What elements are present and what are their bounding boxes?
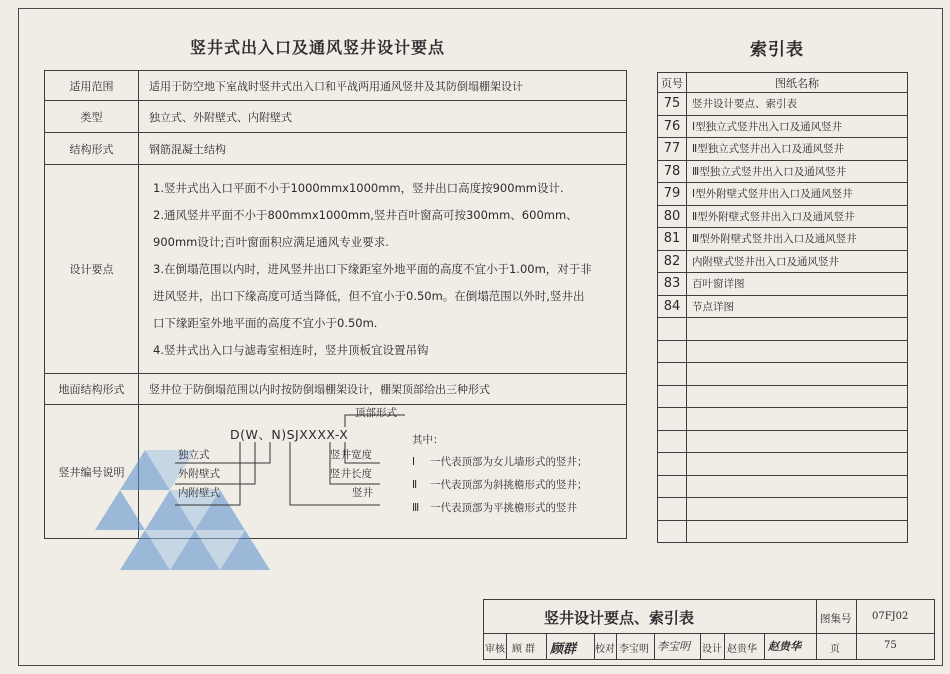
index-row — [658, 273, 908, 296]
table-row — [45, 71, 627, 101]
index-drawing-name — [687, 453, 908, 476]
index-page: 84 — [658, 295, 687, 318]
index-row — [658, 138, 908, 161]
index-row — [658, 115, 908, 138]
index-row — [658, 93, 908, 116]
legend-text: 一代表顶部为平挑檐形式的竖井 — [430, 502, 577, 514]
index-table — [657, 72, 908, 543]
table-row — [45, 133, 627, 165]
design-point-line: 2.通风竖井平面不小于800mmx1000mm,竖井百叶窗高可按300mm、600mm、 — [153, 207, 578, 222]
index-page — [658, 385, 687, 408]
legend-text: 一代表顶部为斜挑檐形式的竖井； — [430, 479, 588, 491]
legend-num: Ⅱ — [412, 479, 418, 491]
index-row — [658, 160, 908, 183]
check-name: 李宝明 — [619, 644, 649, 655]
index-empty-row — [658, 430, 908, 453]
code-right-label: 竖井宽度 — [330, 449, 372, 461]
index-drawing-name: Ⅰ型外附壁式竖井出入口及通风竖井 — [687, 183, 908, 206]
review-label: 审核 — [485, 644, 505, 655]
index-header-page: 页号 — [658, 73, 687, 93]
index-empty-row — [658, 520, 908, 543]
design-points-key: 设计要点 — [45, 165, 139, 374]
index-page: 79 — [658, 183, 687, 206]
index-page: 82 — [658, 250, 687, 273]
review-signature: 顾群 — [550, 642, 577, 657]
index-page — [658, 453, 687, 476]
design-points — [139, 165, 627, 374]
code-right-label: 竖井长度 — [330, 468, 372, 480]
legend-num: Ⅲ — [412, 502, 420, 514]
index-header-name: 图纸名称 — [687, 73, 908, 93]
index-empty-row — [658, 475, 908, 498]
ground-key: 地面结构形式 — [45, 374, 139, 405]
index-drawing-name: 内附壁式竖井出入口及通风竖井 — [687, 250, 908, 273]
index-drawing-name — [687, 318, 908, 341]
table-row — [45, 101, 627, 133]
index-empty-row — [658, 453, 908, 476]
index-page — [658, 318, 687, 341]
index-row — [658, 205, 908, 228]
ground-value: 竖井位于防倒塌范围以内时按防倒塌棚架设计，棚架顶部给出三种形式 — [139, 374, 627, 405]
row-value: 钢筋混凝土结构 — [139, 133, 627, 165]
index-page — [658, 475, 687, 498]
main-title: 竖井式出入口及通风竖井设计要点 — [190, 38, 446, 57]
index-page — [658, 408, 687, 431]
code-formula: D(W、N)SJXXXX-X — [230, 427, 349, 442]
index-drawing-name: Ⅲ型外附壁式竖井出入口及通风竖井 — [687, 228, 908, 251]
index-empty-row — [658, 408, 908, 431]
index-row — [658, 250, 908, 273]
row-value: 独立式、外附壁式、内附壁式 — [139, 101, 627, 133]
design-label: 设计 — [702, 644, 722, 655]
code-left-label: 独立式 — [178, 449, 210, 461]
index-drawing-name — [687, 363, 908, 386]
review-name: 顾 群 — [512, 644, 536, 655]
index-page: 81 — [658, 228, 687, 251]
index-page: 78 — [658, 160, 687, 183]
index-row — [658, 295, 908, 318]
row-key: 结构形式 — [45, 133, 139, 165]
index-page — [658, 430, 687, 453]
design-point-line: 3.在倒塌范围以内时，进风竖井出口下缘距室外地平面的高度不宜小于1.00m，对于非 — [153, 261, 592, 276]
design-name: 赵贵华 — [727, 644, 757, 655]
index-row — [658, 183, 908, 206]
table-row — [45, 374, 627, 405]
index-page — [658, 520, 687, 543]
check-signature: 李宝明 — [657, 640, 690, 653]
index-page: 77 — [658, 138, 687, 161]
index-drawing-name — [687, 520, 908, 543]
row-key: 类型 — [45, 101, 139, 133]
design-signature: 赵贵华 — [768, 640, 801, 653]
index-empty-row — [658, 340, 908, 363]
index-row — [658, 228, 908, 251]
index-page: 83 — [658, 273, 687, 296]
legend-title: 其中： — [412, 434, 444, 446]
design-point-line: 900mm设计;百叶窗面积应满足通风专业要求. — [153, 234, 389, 249]
row-key: 适用范围 — [45, 71, 139, 101]
index-drawing-name — [687, 408, 908, 431]
index-drawing-name — [687, 430, 908, 453]
index-drawing-name: Ⅱ型外附壁式竖井出入口及通风竖井 — [687, 205, 908, 228]
legend-item — [412, 477, 588, 492]
index-drawing-name: Ⅲ型独立式竖井出入口及通风竖井 — [687, 160, 908, 183]
code-left-label: 内附壁式 — [178, 487, 220, 499]
index-drawing-name: 百叶窗详图 — [687, 273, 908, 296]
index-page — [658, 340, 687, 363]
code-top-label: 顶部形式 — [355, 407, 397, 419]
index-page: 75 — [658, 93, 687, 116]
index-page: 80 — [658, 205, 687, 228]
index-empty-row — [658, 363, 908, 386]
legend-item — [412, 454, 588, 469]
table-row — [45, 165, 627, 374]
legend-item — [412, 500, 577, 515]
atlas-label: 图集号 — [820, 613, 852, 625]
index-empty-row — [658, 498, 908, 521]
index-drawing-name: Ⅱ型独立式竖井出入口及通风竖井 — [687, 138, 908, 161]
code-key: 竖井编号说明 — [45, 405, 139, 539]
index-page — [658, 498, 687, 521]
page-label: 页 — [830, 644, 840, 655]
index-drawing-name — [687, 385, 908, 408]
design-point-line: 进风竖井，出口下缘高度可适当降低，但不宜小于0.50m。在倒塌范围以外时,竖井出 — [153, 288, 585, 303]
legend-num: Ⅰ — [412, 456, 416, 468]
index-header-row — [658, 73, 908, 93]
title-block — [483, 599, 935, 660]
code-left-label: 外附壁式 — [178, 468, 220, 480]
index-title: 索引表 — [750, 40, 804, 60]
index-drawing-name — [687, 498, 908, 521]
index-drawing-name: Ⅰ型独立式竖井出入口及通风竖井 — [687, 115, 908, 138]
index-drawing-name — [687, 340, 908, 363]
legend-text: 一代表顶部为女儿墙形式的竖井； — [430, 456, 588, 468]
index-drawing-name: 竖井设计要点、索引表 — [687, 93, 908, 116]
design-point-line: 4.竖井式出入口与滤毒室相连时，竖井顶板宜设置吊钩 — [153, 342, 429, 357]
index-page: 76 — [658, 115, 687, 138]
check-label: 校对 — [595, 644, 615, 655]
page-number: 75 — [884, 640, 897, 651]
atlas-number: 07FJ02 — [872, 611, 909, 622]
row-value: 适用于防空地下室战时竖井式出入口和平战两用通风竖井及其防倒塌棚架设计 — [139, 71, 627, 101]
design-point-line: 口下缘距室外地平面的高度不宜小于0.50m. — [153, 315, 378, 330]
index-drawing-name — [687, 475, 908, 498]
index-drawing-name: 节点详图 — [687, 295, 908, 318]
drawing-title: 竖井设计要点、索引表 — [544, 609, 695, 627]
design-point-line: 1.竖井式出入口平面不小于1000mmx1000mm，竖井出口高度按900mm设计. — [153, 180, 564, 195]
index-empty-row — [658, 318, 908, 341]
index-page — [658, 363, 687, 386]
code-right-label: 竖井 — [352, 487, 373, 499]
index-empty-row — [658, 385, 908, 408]
